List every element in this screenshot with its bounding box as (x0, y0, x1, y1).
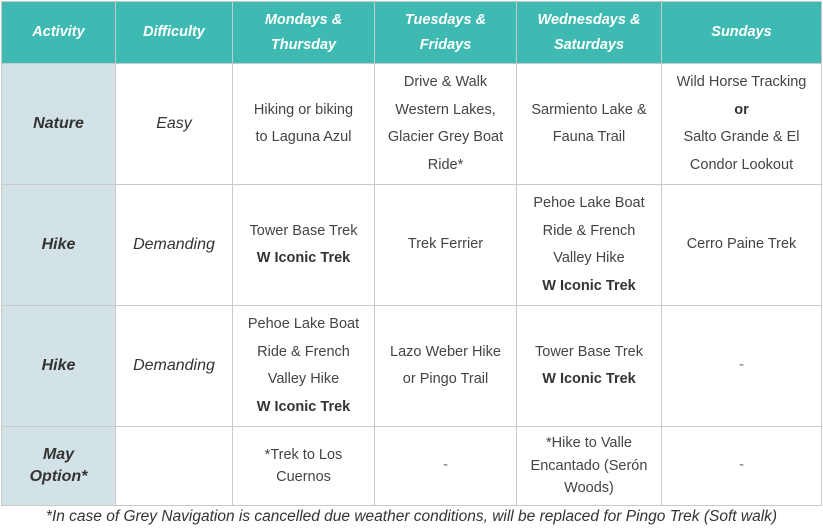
header-text: Fridays (419, 36, 472, 53)
header-row (2, 2, 822, 64)
cell-text: to Laguna Azul (255, 129, 352, 145)
cell-text: Ride & French (257, 343, 350, 360)
cell-text: - (739, 357, 744, 374)
cell-text: Drive & Walk (403, 74, 488, 90)
cell-text: Valley Hike (267, 371, 340, 387)
header-text: Thursday (270, 36, 337, 53)
cell-text: or Pingo Trail (402, 371, 489, 387)
schedule-table (1, 1, 822, 506)
cell-text: or (734, 101, 749, 118)
cell-text: Salto Grande & El (683, 129, 800, 145)
mon-thu-cell (233, 64, 375, 185)
cell-text: Pehoe Lake Boat (533, 195, 645, 211)
cell-text: - (443, 457, 448, 474)
cell-text: Trek Ferrier (407, 236, 484, 253)
wed-sat-cell (517, 306, 662, 427)
activity-cell (2, 427, 116, 506)
cell-text: Sarmiento Lake & (531, 101, 647, 118)
footnote: *In case of Grey Navigation is cancelled due weather conditions, will be replaced for Pingo Trek (Soft walk) (45, 508, 778, 525)
header-text: Tuesdays & (404, 11, 487, 28)
cell-text: W Iconic Trek (256, 398, 351, 415)
header-mon-thu (233, 2, 375, 64)
table-row (2, 427, 822, 506)
cell-text: Glacier Grey Boat (387, 129, 504, 145)
sun-cell (662, 64, 822, 185)
cell-text: Tower Base Trek (249, 222, 358, 239)
header-activity: Activity (2, 2, 116, 64)
wed-sat-cell (517, 185, 662, 306)
difficulty-cell: Demanding (116, 185, 233, 306)
cell-text: Pehoe Lake Boat (247, 316, 360, 332)
table-row (2, 306, 822, 427)
activity-cell: Hike (2, 306, 116, 427)
mon-thu-cell (233, 306, 375, 427)
table-row (2, 185, 822, 306)
cell-text: *Trek to Los (264, 446, 343, 463)
cell-text: Lazo Weber Hike (390, 343, 501, 360)
tue-fri-cell (375, 64, 517, 185)
sun-cell (662, 185, 822, 306)
cell-text: Western Lakes, (395, 101, 496, 118)
cell-text: Tower Base Trek (535, 343, 643, 360)
cell-text: *Hike to Valle (546, 435, 632, 452)
cell-text: Fauna Trail (552, 129, 626, 145)
tue-fri-cell (375, 306, 517, 427)
cell-text: Woods) (564, 480, 614, 497)
cell-text: Ride & French (542, 222, 636, 239)
cell-text: Condor Lookout (689, 156, 794, 173)
sun-cell (662, 306, 822, 427)
difficulty-cell (116, 427, 233, 506)
wed-sat-cell (517, 64, 662, 185)
cell-text: Hiking or biking (253, 101, 354, 118)
header-wed-sat (517, 2, 662, 64)
cell-text: - (739, 457, 744, 474)
table-row (2, 64, 822, 185)
header-sun: Sundays (662, 2, 822, 64)
tue-fri-cell (375, 185, 517, 306)
mon-thu-cell (233, 185, 375, 306)
difficulty-cell: Demanding (116, 306, 233, 427)
header-text: Mondays & (264, 11, 343, 28)
activity-cell: Hike (2, 185, 116, 306)
header-text: Wednesdays & (537, 11, 641, 28)
cell-text: W Iconic Trek (256, 250, 351, 266)
tue-fri-cell (375, 427, 517, 506)
cell-text: Encantado (Serón (530, 457, 648, 474)
difficulty-cell: Easy (116, 64, 233, 185)
sun-cell (662, 427, 822, 506)
activity-cell: Nature (2, 64, 116, 185)
cell-text: W Iconic Trek (542, 277, 636, 294)
cell-text: Cuernos (276, 469, 331, 485)
cell-text: Wild Horse Tracking (676, 74, 807, 90)
wed-sat-cell (517, 427, 662, 506)
cell-text: Option* (29, 468, 88, 485)
cell-text: Cerro Paine Trek (686, 236, 797, 253)
cell-text: Ride* (427, 156, 464, 173)
header-text: Saturdays (553, 36, 625, 53)
header-tue-fri (375, 2, 517, 64)
cell-text: Valley Hike (553, 250, 625, 266)
cell-text: May (42, 446, 75, 463)
mon-thu-cell (233, 427, 375, 506)
header-difficulty: Difficulty (116, 2, 233, 64)
cell-text: W Iconic Trek (542, 371, 636, 387)
